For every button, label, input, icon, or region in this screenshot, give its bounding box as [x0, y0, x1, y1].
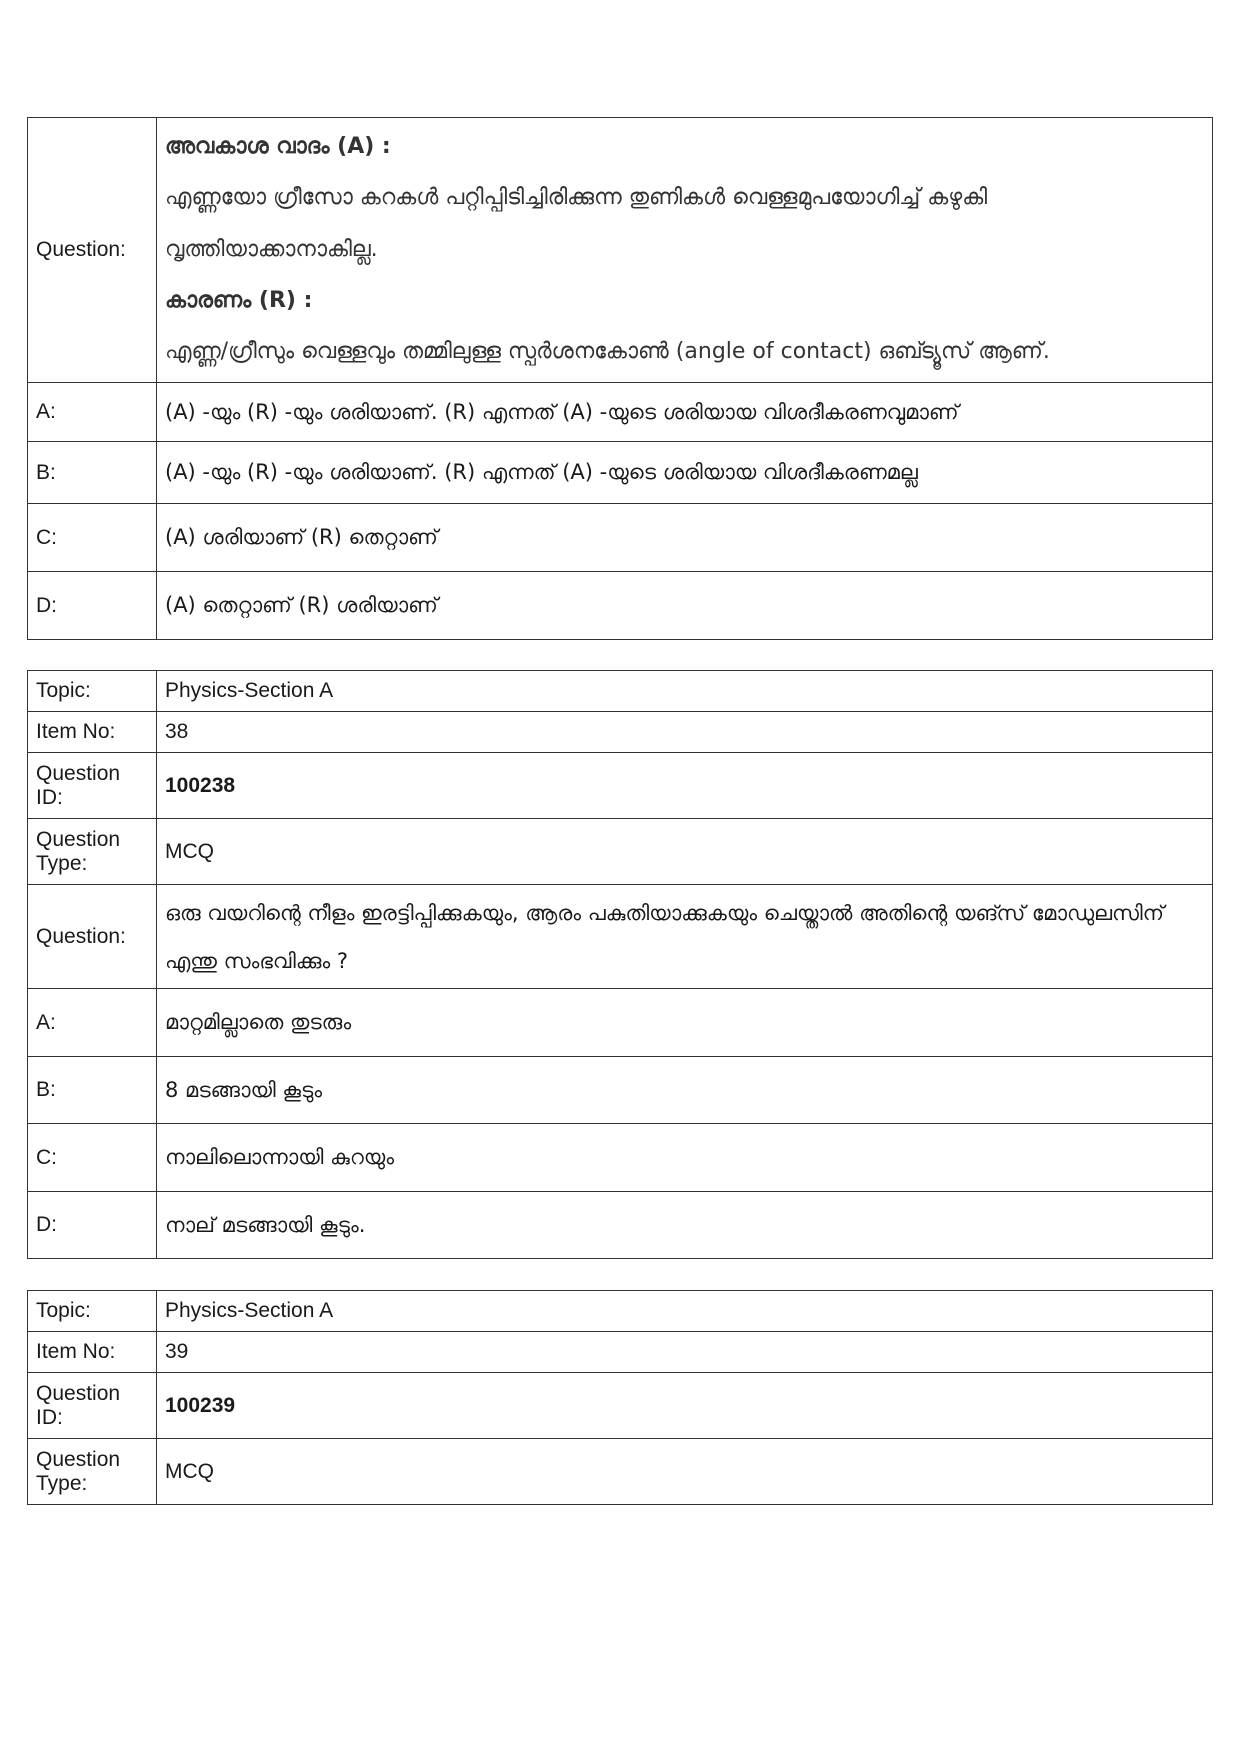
option-c-label: C:	[28, 1124, 157, 1192]
option-b-label: B:	[28, 442, 157, 504]
topic-label: Topic:	[28, 671, 157, 712]
assertion-text: എണ്ണയോ ഗ്രീസോ കറകൾ പറ്റിപ്പിടിച്ചിരിക്കുന്ന തുണികൾ വെള്ളമുപയോഗിച്ച് കഴുകി വൃത്തിയാക്കാനാകില്ല.	[165, 185, 988, 262]
option-a-row	[28, 383, 1213, 442]
option-a-label: A:	[28, 989, 157, 1057]
option-c-row	[28, 1124, 1213, 1192]
item-no-row	[28, 1332, 1213, 1373]
question-type-row	[28, 819, 1213, 885]
option-a-text: (A) -യും (R) -യും ശരിയാണ്. (R) എന്നത് (A) -യുടെ ശരിയായ വിശദീകരണവുമാണ്	[157, 383, 1213, 442]
question-type-label: Question Type:	[28, 1439, 157, 1505]
topic-row	[28, 671, 1213, 712]
option-b-row	[28, 442, 1213, 504]
question-id-label: Question ID:	[28, 753, 157, 819]
question-id-value: 100239	[157, 1373, 1213, 1439]
reason-text: എണ്ണ/ഗ്രീസും വെള്ളവും തമ്മിലുള്ള സ്പർശനകോൺ (angle of contact) ഒബ്ട്യൂസ് ആണ്.	[165, 339, 1050, 364]
option-a-label: A:	[28, 383, 157, 442]
topic-value: Physics-Section A	[157, 1291, 1213, 1332]
option-b-label: B:	[28, 1057, 157, 1124]
question-row	[28, 118, 1213, 383]
question-type-value: MCQ	[157, 1439, 1213, 1505]
question-id-value: 100238	[157, 753, 1213, 819]
option-b-text: 8 മടങ്ങായി കൂടും	[157, 1057, 1213, 1124]
option-c-label: C:	[28, 504, 157, 572]
question-label: Question:	[28, 885, 157, 989]
option-c-text: (A) ശരിയാണ് (R) തെറ്റാണ്	[157, 504, 1213, 572]
item-no-value: 39	[157, 1332, 1213, 1373]
option-d-row	[28, 572, 1213, 640]
question-row	[28, 885, 1213, 989]
question-id-row	[28, 1373, 1213, 1439]
assertion-heading: അവകാശ വാദം (A) :	[165, 134, 391, 159]
option-c-text: നാലിലൊന്നായി കുറയും	[157, 1124, 1213, 1192]
reason-heading: കാരണം (R) :	[165, 288, 313, 313]
option-d-text: നാല് മടങ്ങായി കൂടും.	[157, 1192, 1213, 1259]
question-type-value: MCQ	[157, 819, 1213, 885]
option-b-text: (A) -യും (R) -യും ശരിയാണ്. (R) എന്നത് (A) -യുടെ ശരിയായ വിശദീകരണമല്ല	[157, 442, 1213, 504]
item-no-row	[28, 712, 1213, 753]
option-a-text: മാറ്റമില്ലാതെ തുടരും	[157, 989, 1213, 1057]
topic-label: Topic:	[28, 1291, 157, 1332]
question-id-label: Question ID:	[28, 1373, 157, 1439]
question-id-row	[28, 753, 1213, 819]
question-table-39	[27, 1290, 1213, 1505]
topic-value: Physics-Section A	[157, 671, 1213, 712]
item-no-value: 38	[157, 712, 1213, 753]
option-d-label: D:	[28, 1192, 157, 1259]
question-table-37	[27, 117, 1213, 640]
question-label: Question:	[28, 118, 157, 383]
question-text: ഒരു വയറിന്റെ നീളം ഇരട്ടിപ്പിക്കുകയും, ആരം പകുതിയാക്കുകയും ചെയ്താൽ അതിന്റെ യങ്സ് മോഡുലസിന് എന്തു സംഭവിക്കും ?	[157, 885, 1213, 989]
question-type-row	[28, 1439, 1213, 1505]
option-d-label: D:	[28, 572, 157, 640]
question-table-38	[27, 670, 1213, 1259]
topic-row	[28, 1291, 1213, 1332]
option-a-row	[28, 989, 1213, 1057]
item-no-label: Item No:	[28, 712, 157, 753]
option-d-text: (A) തെറ്റാണ് (R) ശരിയാണ്	[157, 572, 1213, 640]
option-b-row	[28, 1057, 1213, 1124]
option-c-row	[28, 504, 1213, 572]
option-d-row	[28, 1192, 1213, 1259]
question-cell	[157, 118, 1213, 383]
item-no-label: Item No:	[28, 1332, 157, 1373]
question-type-label: Question Type:	[28, 819, 157, 885]
